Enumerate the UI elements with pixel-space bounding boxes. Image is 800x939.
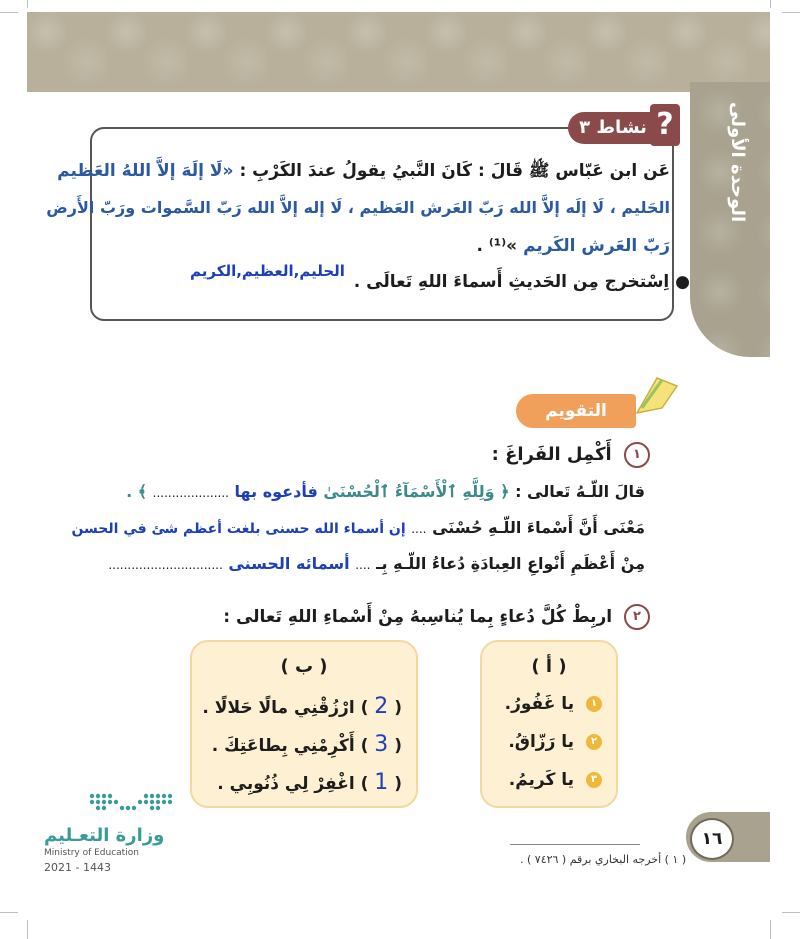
hadith-quote-start: «لَا إلَهَ إلاَّ اللهُ العَظيم [57, 161, 234, 181]
item-number: ٣ [586, 772, 602, 788]
q1-label: أَكْمِل الفَراغَ : [491, 444, 612, 465]
row2-dots: .... [411, 522, 427, 536]
item-text: يا رَزّاقُ. [508, 732, 575, 752]
header-band [27, 12, 770, 92]
crop-mark [770, 920, 771, 939]
hadith-line-2: الحَليم ، لَا إلَه إلاَّ الله رَبّ العَرش العَظيم ، لَا إله إلاَّ الله رَبّ السَّموات ورَبّ الأَرض [46, 198, 670, 217]
item-text: ) ارْزُقْنِي مالًا حَلالًا . [202, 698, 369, 718]
crop-mark [0, 912, 18, 913]
footnote: ( ١ ) أخرجه البخاري برقم ( ٧٤٢٦ ) . [520, 853, 687, 866]
open-paren: ( [394, 774, 402, 794]
evaluation-title: التقويم [516, 394, 636, 428]
crop-mark [27, 0, 28, 8]
match-answer: 1 [374, 770, 389, 795]
q2-label: اربِطْ كُلَّ دُعاءٍ بِما يُناسِبهُ مِنْ أَسْماءِ اللهِ تَعالى : [223, 607, 613, 627]
task-text: ● اِسْتخرج مِن الحَديثِ أَسماءَ اللهِ تَعالَى . [353, 272, 690, 292]
row3-answer: أسمائه الحسنى [228, 554, 350, 573]
q2-header [223, 604, 650, 630]
column-b-head: ( ب ) [280, 656, 328, 677]
open-paren: ( [394, 698, 402, 718]
match-answer: 2 [374, 694, 389, 719]
row3-dots2: .............................. [108, 558, 223, 572]
item-number: ١ [586, 696, 602, 712]
handwritten-answer: الحليم,العظيم,الكريم [190, 262, 345, 280]
pen-icon [632, 368, 682, 418]
activity-badge: نشاط ٣ [568, 112, 658, 144]
ministry-logo-icon [88, 790, 178, 820]
crop-mark [782, 12, 800, 13]
row3-prefix: مِنْ أَعْظَمِ أَنْواعِ العِبادَةِ دُعاءُ اللّـهِ بِـ [376, 554, 645, 573]
row1-end: ﴾ . [126, 482, 148, 501]
q1-header [492, 442, 650, 468]
hadith-intro: عَن ابن عَبّاس ﷺ قَالَ : كَانَ النَّبيُ يقولُ عندَ الكَرْبِ : [239, 161, 670, 181]
column-b-item [202, 694, 402, 719]
row1-answer: فأدعوه بها [234, 482, 318, 501]
column-b-panel [190, 640, 418, 808]
item-text: ) أَكْرِمْنِي بِطاعَتِكَ . [211, 736, 369, 756]
q1-row-2 [71, 518, 645, 537]
crop-mark [27, 920, 28, 939]
open-paren: ( [394, 736, 402, 756]
row1-prefix: قالَ اللّـهُ تَعالى : [515, 482, 645, 501]
crop-mark [0, 12, 18, 13]
q1-row-1 [126, 482, 645, 501]
column-a-item [509, 770, 602, 790]
column-b-item [212, 732, 402, 757]
q1-row-3 [108, 554, 645, 573]
q1-number: ١ [624, 442, 650, 468]
item-text: يا كَريمُ. [508, 770, 575, 790]
match-answer: 3 [374, 732, 389, 757]
column-a-item [508, 732, 602, 752]
page-number: ١٦ [690, 818, 734, 860]
row3-dots: .... [355, 558, 371, 572]
hadith-footnote-ref: »⁽¹⁾ . [476, 236, 518, 256]
footnote-divider [510, 844, 640, 845]
hadith-quote-end: رَبّ العَرش الكَريم [523, 236, 670, 256]
row2-answer: إن أسماء الله حسنى بلغت أعظم شئ في الحسن [71, 521, 406, 537]
question-mark-icon: ? [650, 104, 680, 146]
item-text: يا غَفُورُ. [504, 694, 575, 714]
crop-mark [770, 0, 771, 8]
hadith-line-1 [57, 160, 670, 185]
ministry-year: 2021 - 1443 [44, 861, 111, 874]
unit-label: الوحدة الأولى [727, 101, 748, 223]
ministry-name-en: Ministry of Education [44, 848, 139, 858]
item-number: ٢ [586, 734, 602, 750]
hadith-line-3 [477, 236, 670, 256]
activity-task [354, 272, 690, 292]
row1-dots: .................... [152, 486, 229, 500]
column-a-panel [480, 640, 618, 808]
row1-verse: ﴿ وَلِلَّهِ ٱلْأَسْمَآءُ ٱلْحُسْنَىٰ [323, 482, 510, 501]
column-a-head: ( أ ) [531, 656, 567, 677]
crop-mark [782, 912, 800, 913]
column-a-item [505, 694, 602, 714]
row2-prefix: مَعْنَى أَنَّ أَسْماءَ اللّـهِ حُسْنَى [432, 518, 645, 537]
column-b-item [217, 770, 402, 795]
q2-number: ٢ [624, 604, 650, 630]
item-text: ) اغْفِرْ لِي ذُنُوبِي . [217, 774, 369, 794]
ministry-name-ar: وزارة التعـليم [44, 825, 165, 846]
